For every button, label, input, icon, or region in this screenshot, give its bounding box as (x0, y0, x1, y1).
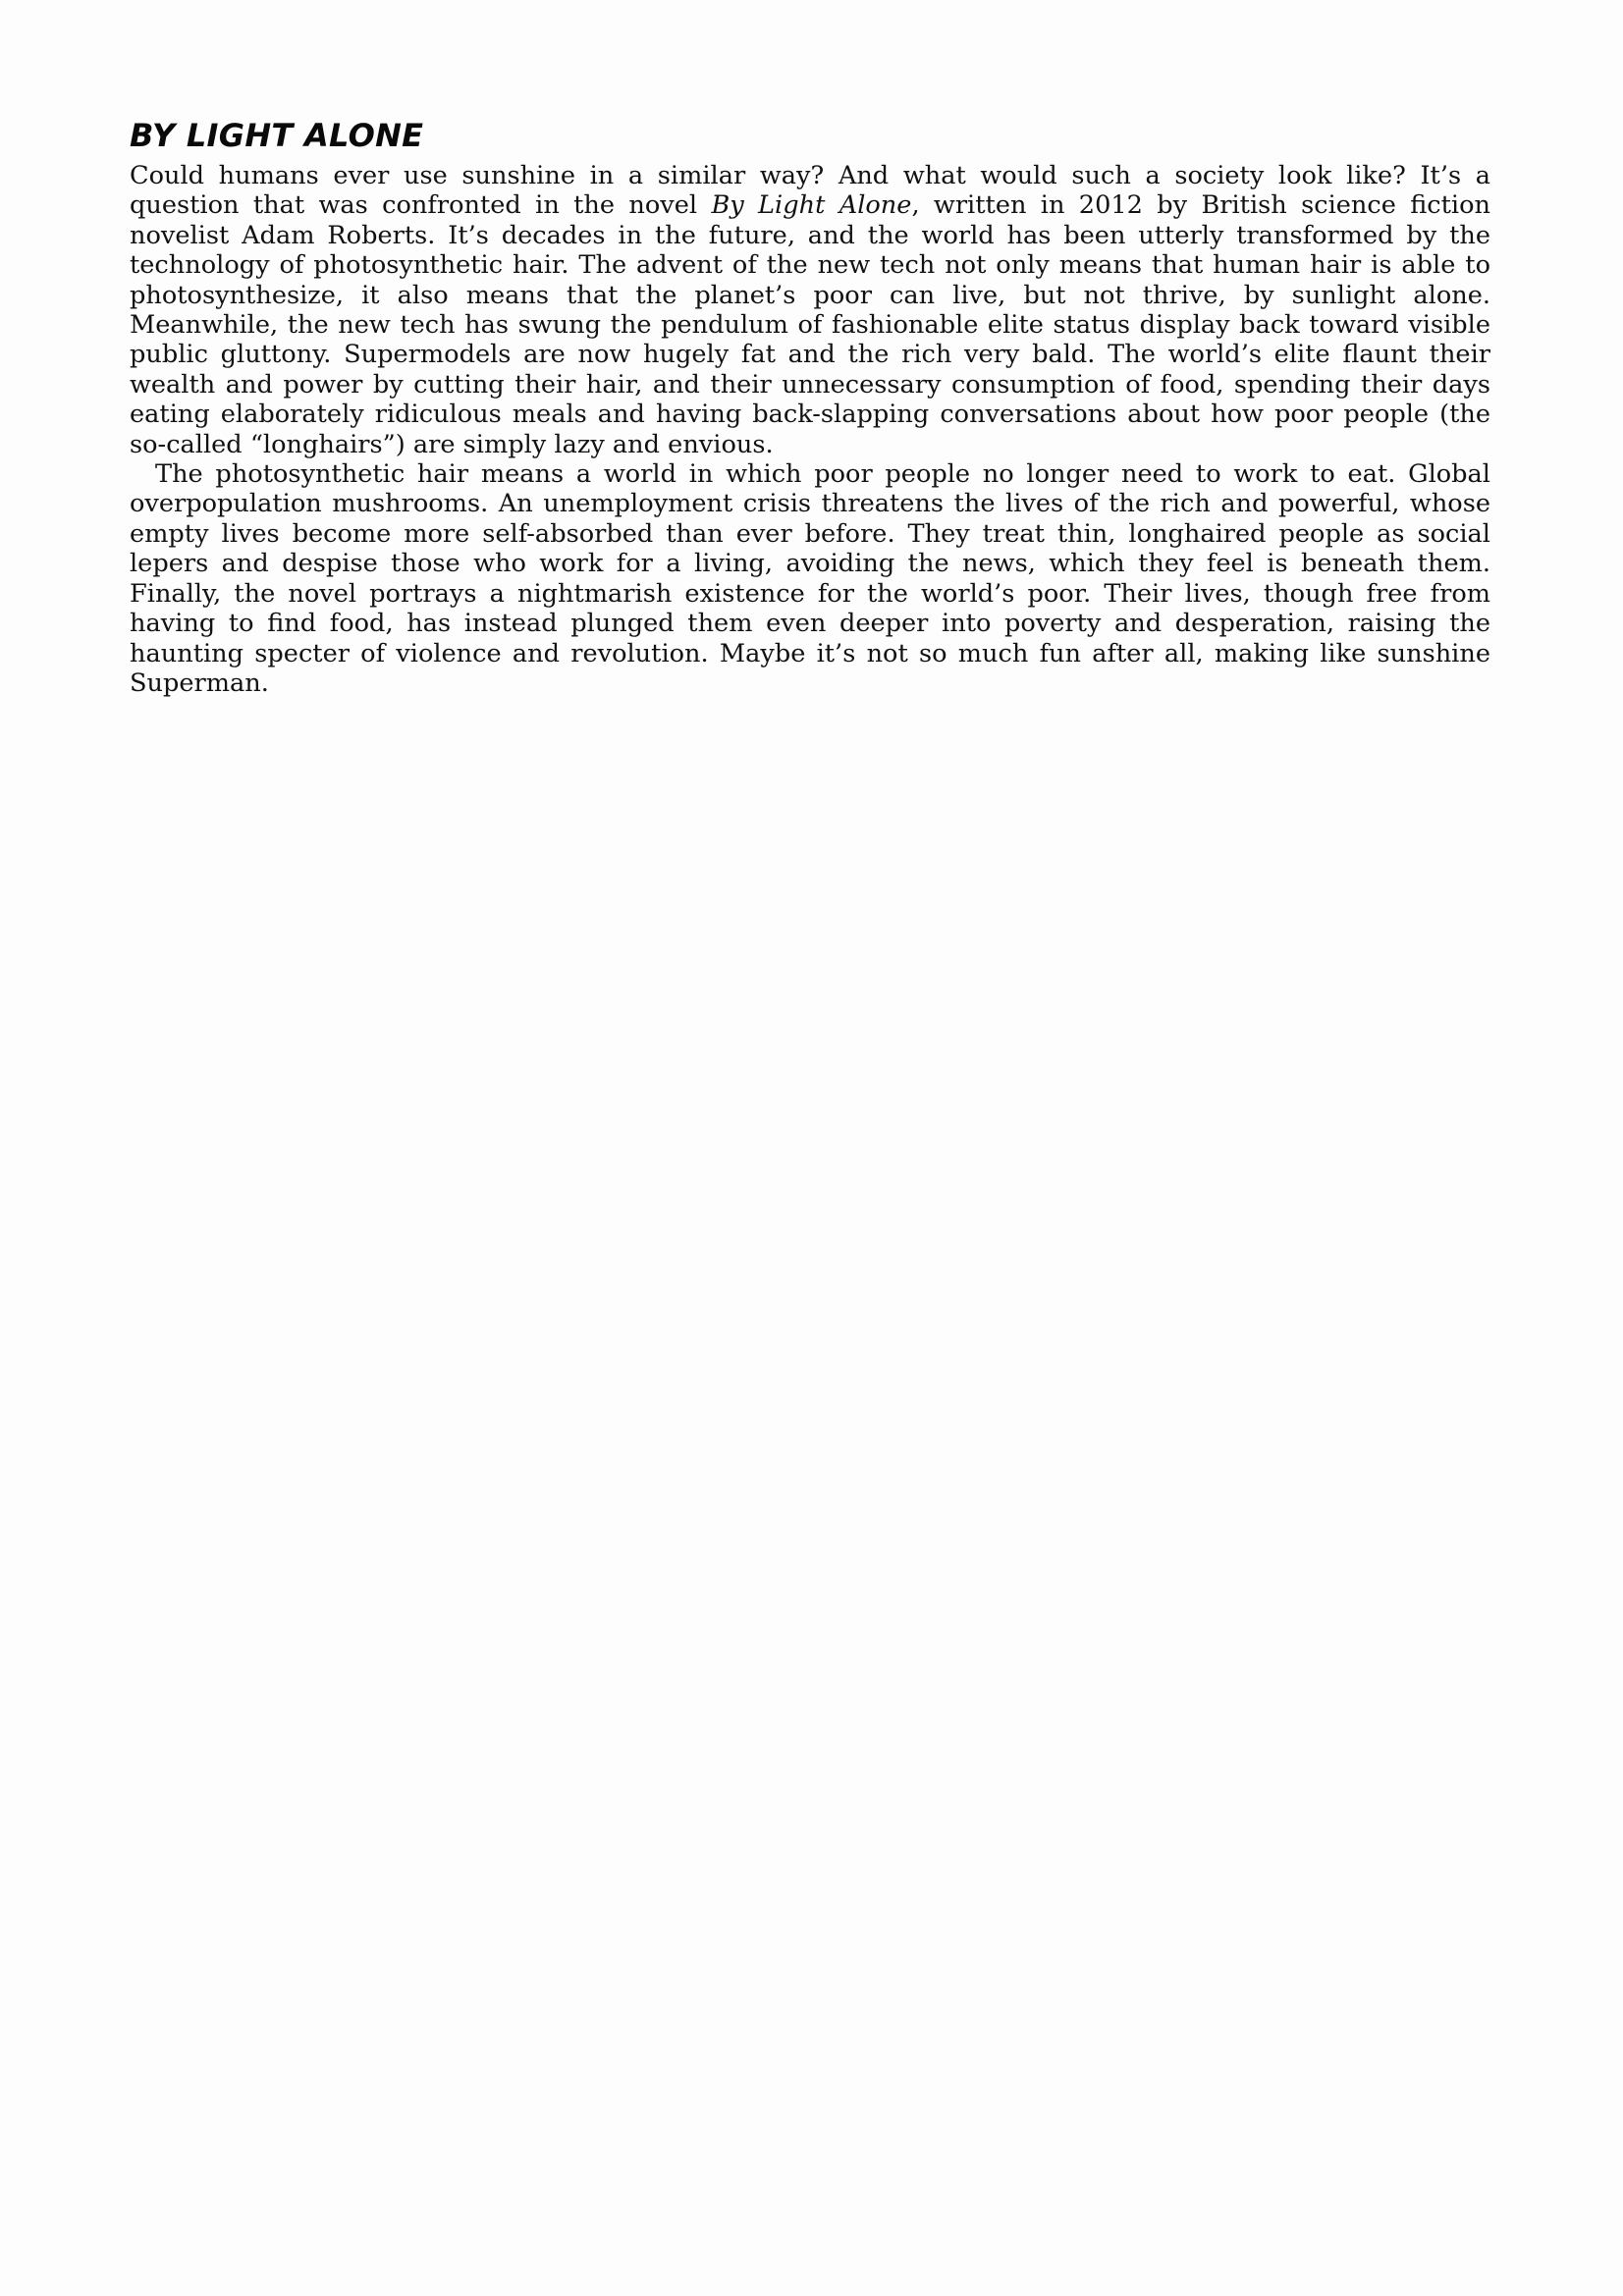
paragraph-2: The photosynthetic hair means a world in which poor people no longer need to work to eat. Global overpopulation mushrooms. An unemployment crisis threatens the lives of the rich and powerful, whose empty lives become more self-absorbed than ever before. They treat thin, longhaired people as social lepers and despise those who work for a living, avoiding the news, which they feel is beneath them. Finally, the novel portrays a nightmarish existence for the world’s poor. Their lives, though free from having to find food, has instead plunged them even deeper into poverty and desperation, raising the haunting specter of violence and revolution. Maybe it’s not so much fun after all, making like sunshine Superman. (130, 459, 1490, 698)
document-page (130, 116, 1490, 698)
book-title-italic: By Light Alone (711, 190, 912, 221)
paragraph-1-text-after-title: , written in 2012 by British science fiction novelist Adam Roberts. It’s decades in the future, and the world has been utterly transformed by the technology of photosynthetic hair. The advent of the new tech not only means that human hair is able to photosynthesize, it also means that the planet’s poor can live, but not thrive, by sunlight alone. Meanwhile, the new tech has swung the pendulum of fashionable elite status display back toward visible public gluttony. Supermodels are now hugely fat and the rich very bald. The world’s elite flaunt their wealth and power by cutting their hair, and their unnecessary consumption of food, spending their days eating elaborately ridiculous meals and having back-slapping conversations about how poor people (the so-called “longhairs”) are simply lazy and envious. (130, 190, 1490, 459)
paragraph-1 (130, 161, 1490, 459)
section-heading: BY LIGHT ALONE (130, 117, 424, 154)
paragraph-1-text-before-title: Could humans ever use sunshine in a similar way? And what would such a society look like? It’s a question that was confronted in the novel (130, 161, 1490, 221)
